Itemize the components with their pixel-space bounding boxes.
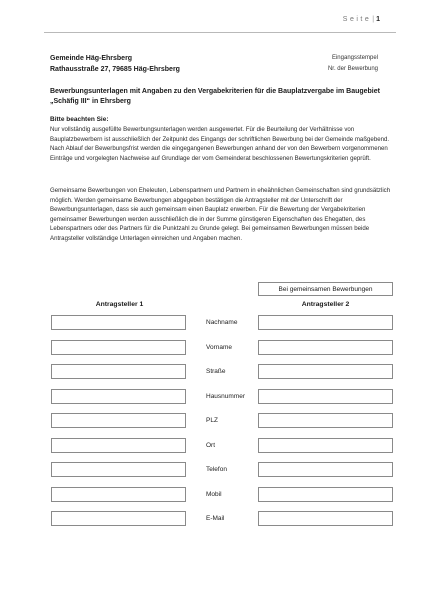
applicant-2-vorname-input[interactable] [258, 340, 393, 355]
applicant-1-plz-input[interactable] [51, 413, 186, 428]
joint-application-label: Bei gemeinsamen Bewerbungen [258, 282, 393, 296]
applicant-2-mobil-input[interactable] [258, 487, 393, 502]
applicant-2-ort-input[interactable] [258, 438, 393, 453]
applicant-2-e-mail-input[interactable] [258, 511, 393, 526]
plz-label: PLZ [206, 417, 218, 424]
applicant-1-nachname-input[interactable] [51, 315, 186, 330]
sender-address [50, 53, 180, 75]
page-word: Seite [342, 16, 372, 23]
page-number-value: 1 [376, 16, 380, 23]
applicant-1-e-mail-input[interactable] [51, 511, 186, 526]
applicant-1-telefon-input[interactable] [51, 462, 186, 477]
applicant-1-mobil-input[interactable] [51, 487, 186, 502]
applicant-2-strasse-input[interactable] [258, 364, 393, 379]
paragraph-1: Nur vollständig ausgefüllte Bewerbungsunterlagen werden ausgewertet. Für die Beurteilung der Verhältnisse von Bauplatzbewerbern ist ausschließlich der Zeitpunkt des Eingangs der schriftlichen Bewerbung bei der Gemeinde maßgebend. Nach Ablauf der Bewerbungsfrist werden die eingegangenen Bewerbungen anhand der von den Bewerbern vorgenommenen Einträge und vorgelegten Nachweise auf Grundlage der vom Gemeinderat beschlossenen Bewertungskriterien geprüft. [50, 126, 390, 162]
e-mail-label: E-Mail [206, 515, 225, 522]
applicant-2-hausnummer-input[interactable] [258, 389, 393, 404]
telefon-label: Telefon [206, 466, 227, 473]
page-number [343, 16, 380, 23]
header-divider [44, 32, 396, 33]
applicant-2-heading: Antragsteller 2 [301, 301, 350, 308]
sender-line-1: Gemeinde Häg-Ehrsberg [50, 55, 133, 62]
page-separator: | [372, 16, 375, 23]
stamp-line-1: Eingangsstempel [331, 55, 378, 61]
applicant-1-heading: Antragsteller 1 [95, 301, 144, 308]
paragraph-2: Gemeinsame Bewerbungen von Eheleuten, Lebenspartnern und Partnern in eheähnlichen Gemeinschaften sind grundsätzlich möglich. Werden gemeinsame Bewerbungen abgegeben bestätigen die Antragsteller mit der Unterschrift der Bewerbungsunterlagen, dass sie auch gemeinsam einen Bauplatz erwerben. Für die Bewertung der Vergabekriterien gemeinsamer Bewerbungen werden ausschließlich die in der Summe günstigeren Eigenschaften des Ehegatten, des Lebenspartners oder des Partners für die Punktzahl zu Grunde gelegt. Bei gemeinsamen Bewerbungen müssen beide Antragsteller vollständige Unterlagen einreichen und Angaben machen. [50, 187, 391, 242]
applicant-1-strasse-input[interactable] [51, 364, 186, 379]
applicant-2-plz-input[interactable] [258, 413, 393, 428]
hausnummer-label: Hausnummer [206, 392, 246, 400]
vorname-label: Vorname [206, 343, 233, 351]
applicant-1-vorname-input[interactable] [51, 340, 186, 355]
stamp-area [328, 53, 378, 75]
strasse-label: Straße [206, 368, 226, 375]
mobil-label: Mobil [206, 490, 222, 498]
document-title: Bewerbungsunterlagen mit Angaben zu den Vergabekriterien für die Bauplatzvergabe im Baugebiet „Schäfig III“ in Ehrsberg [50, 88, 380, 105]
applicant-1-hausnummer-input[interactable] [51, 389, 186, 404]
applicant-2-nachname-input[interactable] [258, 315, 393, 330]
ort-label: Ort [206, 441, 216, 449]
stamp-line-2: Nr. der Bewerbung [327, 66, 378, 72]
nachname-label: Nachname [206, 319, 238, 326]
applicant-2-telefon-input[interactable] [258, 462, 393, 477]
note-heading: Bitte beachten Sie: [50, 116, 109, 123]
sender-line-2: Rathausstraße 27, 79685 Häg-Ehrsberg [50, 66, 180, 73]
applicant-1-ort-input[interactable] [51, 438, 186, 453]
